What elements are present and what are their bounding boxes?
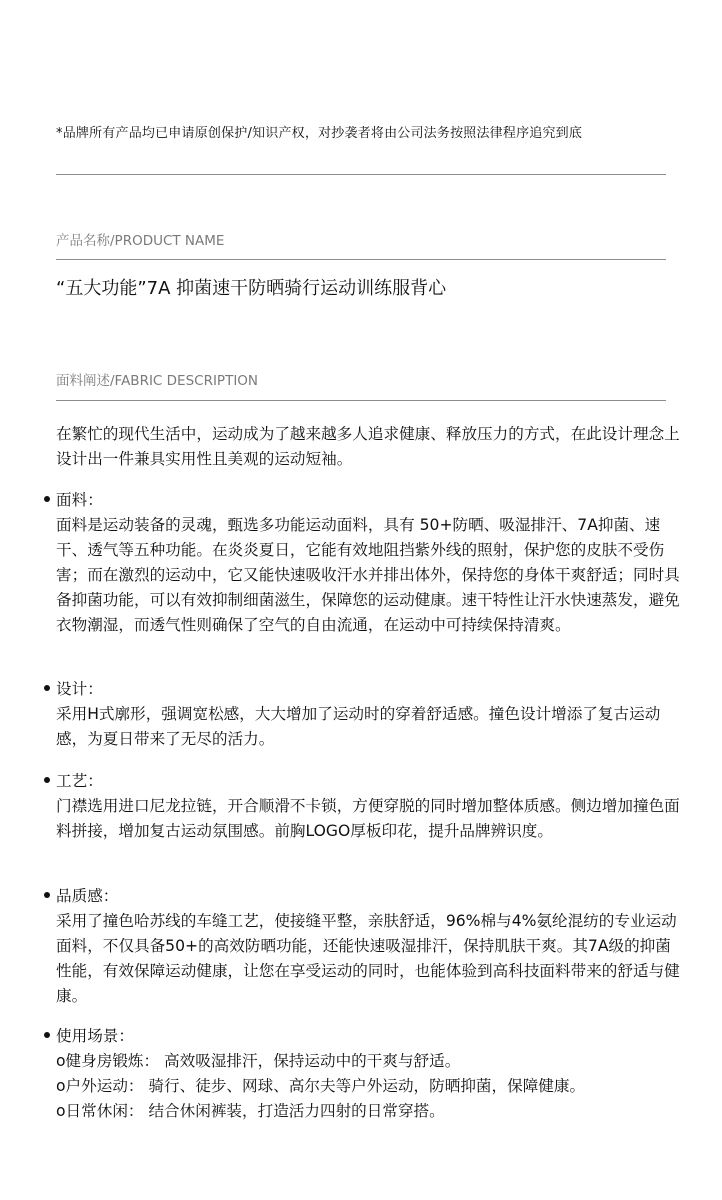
section-body: 采用了撞色哈苏线的车缝工艺，使接缝平整，亲肤舒适，96%棉与4%氨纶混纺的专业运动面料，不仅具备50+的高效防晒功能，还能快速吸湿排汗，保持肌肤干爽。其7A级的抑菌性能，有效保障运动健康，让您在享受运动的同时，也能体验到高科技面料带来的舒适与健康。 — [56, 912, 680, 1005]
bullet-dot-icon — [44, 892, 50, 898]
intro-text: 在繁忙的现代生活中，运动成为了越来越多人追求健康、释放压力的方式，在此设计理念上设计出一件兼具实用性且美观的运动短袖。 — [56, 425, 680, 468]
bullet-dot-icon — [44, 777, 50, 783]
section-body: 面料是运动装备的灵魂，甄选多功能运动面料，具有 50+防晒、吸湿排汗、7A抑菌、速干、透气等五种功能。在炎炎夏日，它能有效地阻挡紫外线的照射，保护您的皮肤不受伤害；而在激烈的运动中，它又能快速吸收汗水并排出体外，保持您的身体干爽舒适；同时具备抑菌功能，可以有效抑制细菌滋生，保障您的运动健康。速干特性让汗水快速蒸发，避免衣物潮湿，而透气性则确保了空气的自由流通，在运动中可持续保持清爽。 — [56, 516, 680, 634]
section-heading: 使用场景： — [56, 1024, 684, 1049]
section-heading: 设计： — [56, 677, 684, 702]
bullet-dot-icon — [44, 496, 50, 502]
divider-fabric — [56, 400, 666, 401]
product-name: “五大功能”7A 抑菌速干防晒骑行运动训练服背心 — [56, 278, 447, 299]
section-fabric — [56, 488, 684, 638]
section-heading: 面料： — [56, 488, 684, 513]
section-heading: 工艺： — [56, 769, 684, 794]
scene-item-casual: o日常休闲： 结合休闲裤装，打造活力四射的日常穿搭。 — [56, 1102, 445, 1120]
fabric-description-label: 面料阐述/FABRIC DESCRIPTION — [56, 373, 259, 389]
scene-item-outdoor: o户外运动： 骑行、徒步、网球、高尔夫等户外运动，防晒抑菌，保障健康。 — [56, 1077, 586, 1095]
section-heading: 品质感： — [56, 884, 684, 909]
divider-product — [56, 259, 666, 260]
divider-top — [56, 174, 666, 175]
copyright-notice: *品牌所有产品均已申请原创保护/知识产权，对抄袭者将由公司法务按照法律程序追究到底 — [56, 126, 583, 141]
bullet-dot-icon — [44, 1032, 50, 1038]
bullet-dot-icon — [44, 685, 50, 691]
section-usage-scenes — [56, 1024, 684, 1124]
section-body: 门襟选用进口尼龙拉链，开合顺滑不卡锁，方便穿脱的同时增加整体质感。侧边增加撞色面料拼接，增加复古运动氛围感。前胸LOGO厚板印花，提升品牌辨识度。 — [56, 797, 680, 840]
product-name-label: 产品名称/PRODUCT NAME — [56, 233, 225, 249]
section-body: 采用H式廓形，强调宽松感，大大增加了运动时的穿着舒适感。撞色设计增添了复古运动感，为夏日带来了无尽的活力。 — [56, 705, 661, 748]
scene-item-gym: o健身房锻炼： 高效吸湿排汗，保持运动中的干爽与舒适。 — [56, 1052, 461, 1070]
section-quality — [56, 884, 684, 1009]
section-craft — [56, 769, 684, 844]
intro-paragraph — [56, 422, 684, 472]
section-design — [56, 677, 684, 752]
